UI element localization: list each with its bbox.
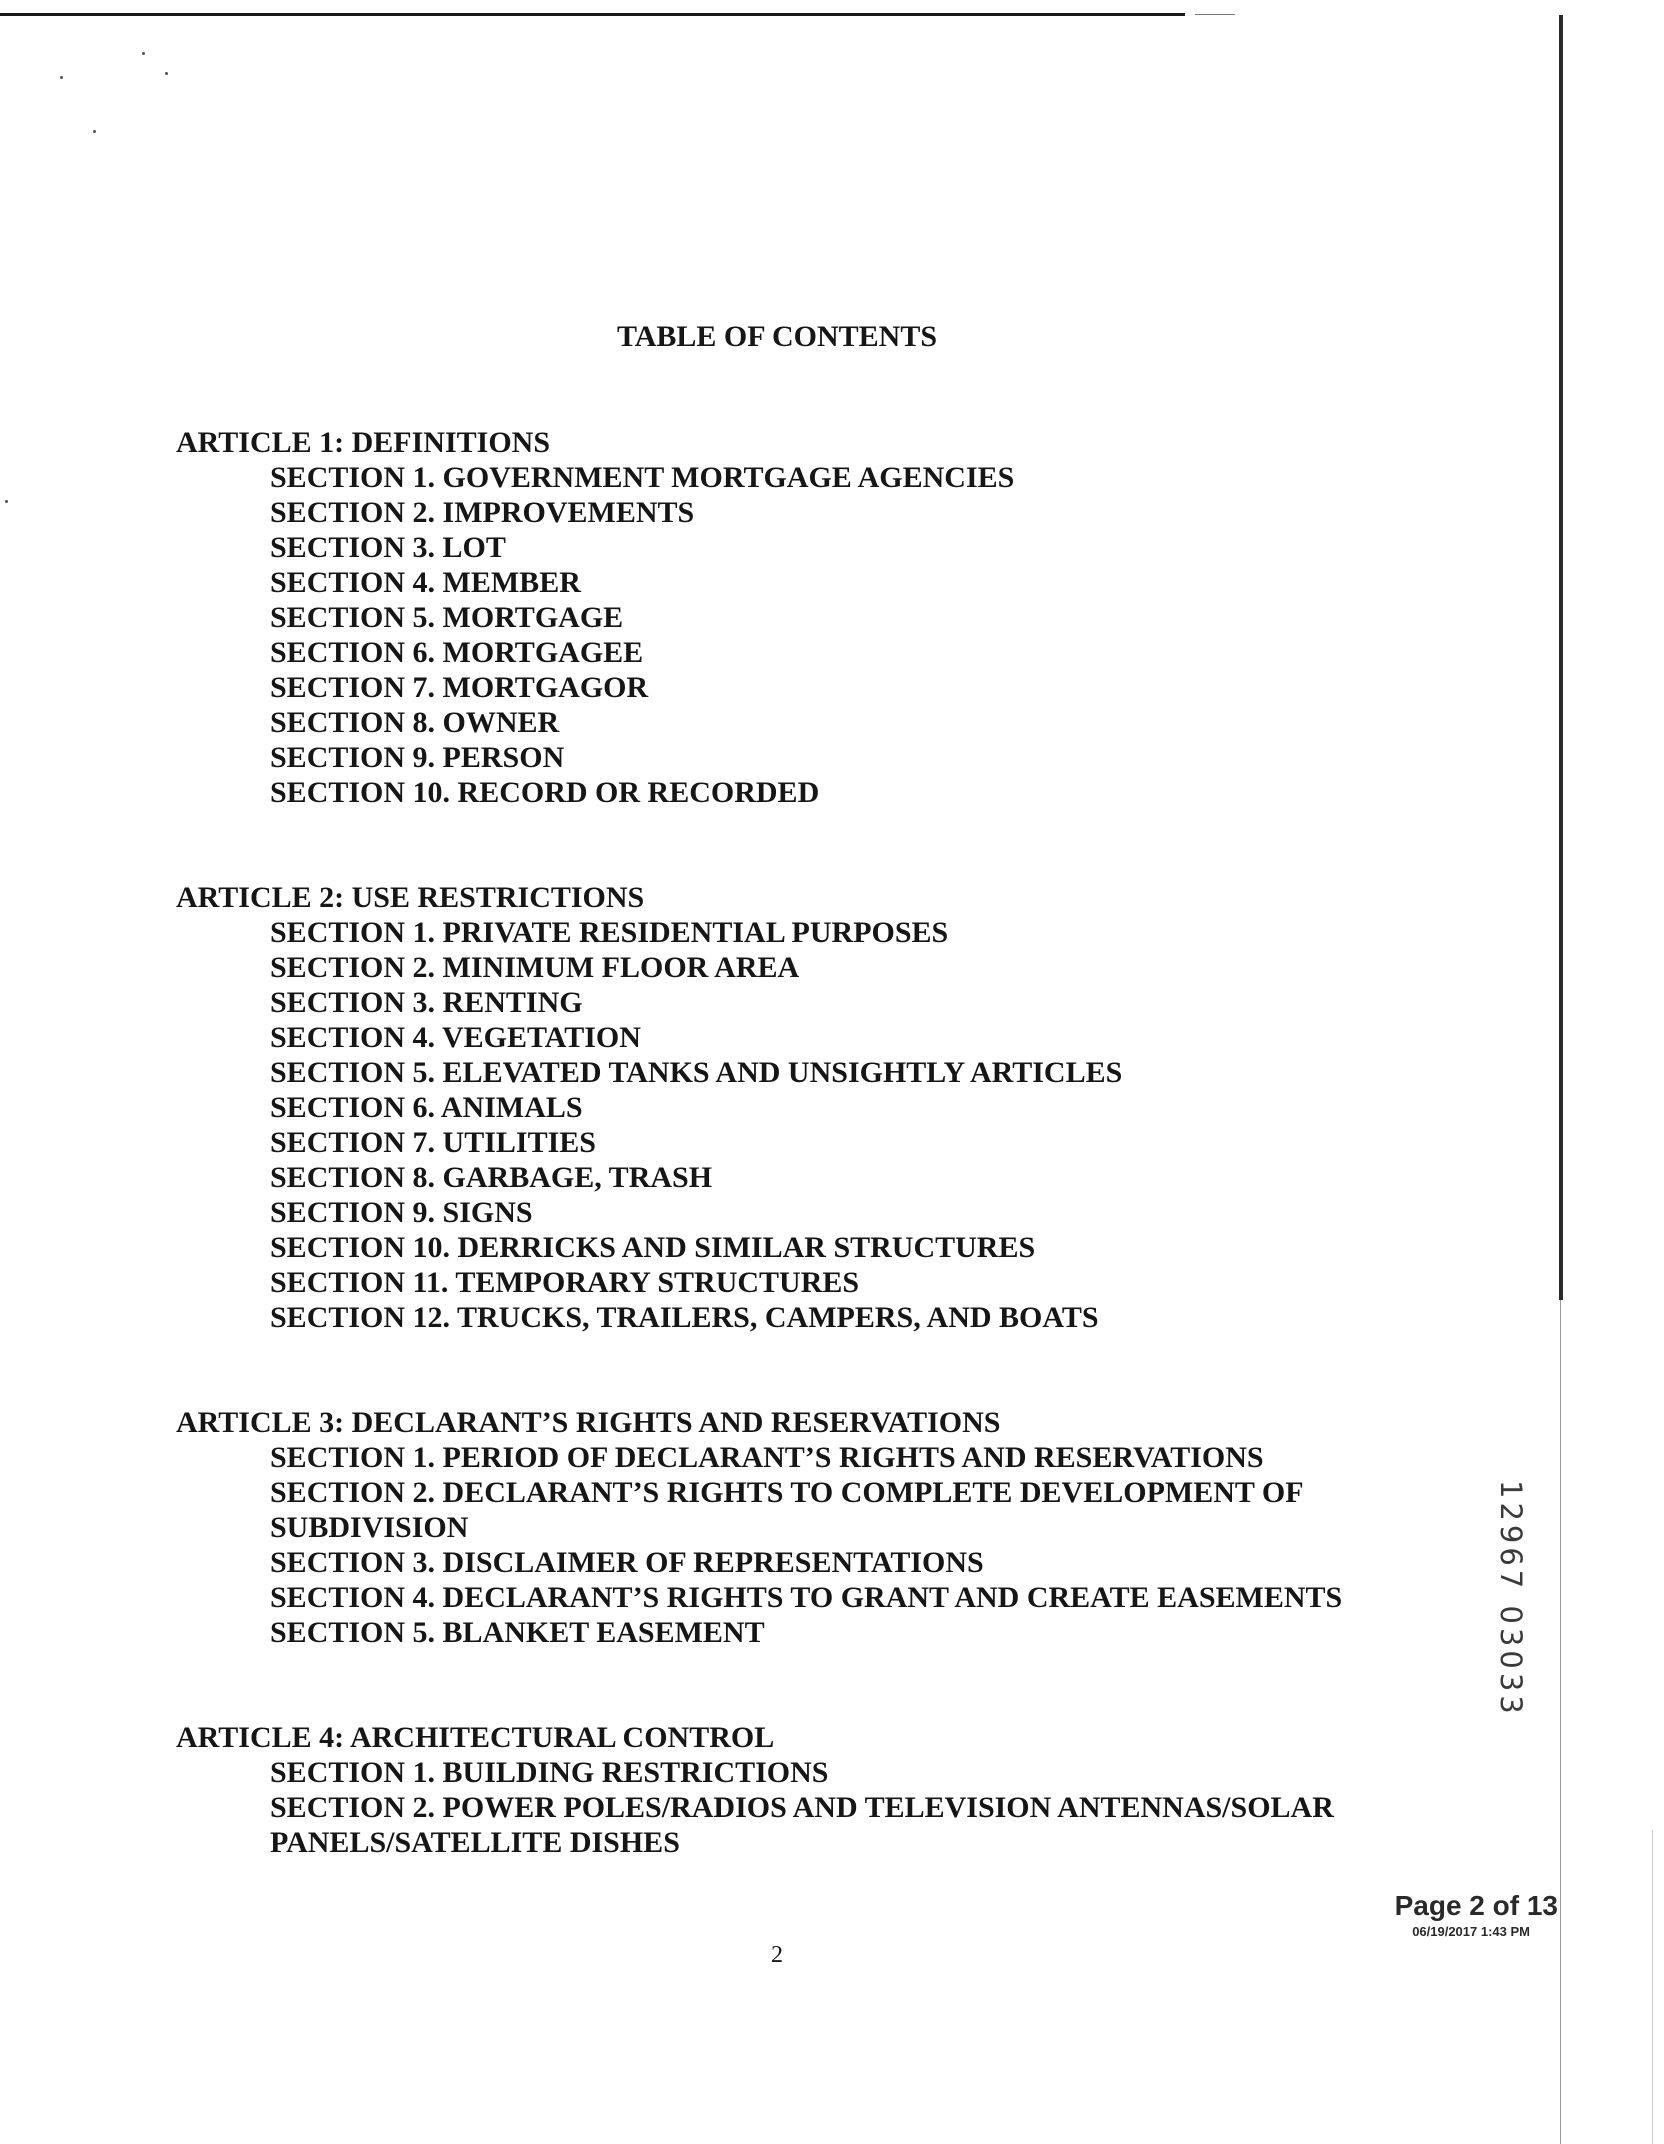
scan-speck xyxy=(165,72,168,75)
section-entry: SECTION 3. RENTING xyxy=(270,986,583,1019)
scan-speck xyxy=(60,76,63,79)
toc-article xyxy=(176,880,1406,1335)
toc-article xyxy=(176,1720,1406,1860)
article-title: ARTICLE 4: ARCHITECTURAL CONTROL xyxy=(176,1721,775,1754)
section-entry: SECTION 2. DECLARANT’S RIGHTS TO COMPLETE DEVELOPMENT OF SUBDIVISION xyxy=(270,1476,1303,1544)
record-number xyxy=(1488,1480,1538,1740)
section-entry: SECTION 9. PERSON xyxy=(270,741,565,774)
section-entry: SECTION 1. BUILDING RESTRICTIONS xyxy=(270,1756,829,1789)
record-number-text: 12967 03033 xyxy=(1494,1480,1528,1718)
scan-right-edge-thin xyxy=(1560,1300,1561,2144)
section-entry: SECTION 10. RECORD OR RECORDED xyxy=(270,776,820,809)
section-entry: SECTION 3. DISCLAIMER OF REPRESENTATIONS xyxy=(270,1546,984,1579)
section-entry: SECTION 6. ANIMALS xyxy=(270,1091,583,1124)
section-entry: SECTION 8. OWNER xyxy=(270,706,560,739)
page-stamp xyxy=(1395,1890,1558,1939)
table-of-contents xyxy=(176,425,1406,1930)
section-entry: SECTION 11. TEMPORARY STRUCTURES xyxy=(270,1266,860,1299)
page-of-total: Page 2 of 13 xyxy=(1394,1890,1558,1921)
section-entry: SECTION 10. DERRICKS AND SIMILAR STRUCTURES xyxy=(270,1231,1036,1264)
section-entry: SECTION 2. IMPROVEMENTS xyxy=(270,496,695,529)
section-entry: SECTION 8. GARBAGE, TRASH xyxy=(270,1161,713,1194)
scan-speck xyxy=(142,52,145,55)
article-title: ARTICLE 1: DEFINITIONS xyxy=(176,426,551,459)
scan-speck xyxy=(93,130,96,133)
record-timestamp: 06/19/2017 1:43 PM xyxy=(1412,1924,1530,1939)
section-entry: SECTION 12. TRUCKS, TRAILERS, CAMPERS, AND BOATS xyxy=(270,1301,1099,1334)
section-entry: SECTION 6. MORTGAGEE xyxy=(270,636,644,669)
section-entry: SECTION 5. MORTGAGE xyxy=(270,601,624,634)
section-entry: SECTION 4. VEGETATION xyxy=(270,1021,641,1054)
section-entry: SECTION 2. POWER POLES/RADIOS AND TELEVISION ANTENNAS/SOLAR PANELS/SATELLITE DISHES xyxy=(270,1791,1334,1859)
scan-far-edge xyxy=(1652,1830,1653,2144)
section-entry: SECTION 1. PERIOD OF DECLARANT’S RIGHTS AND RESERVATIONS xyxy=(270,1441,1264,1474)
toc-article xyxy=(176,425,1406,810)
scan-top-rule xyxy=(0,13,1185,16)
section-entry: SECTION 7. MORTGAGOR xyxy=(270,671,649,704)
section-entry: SECTION 4. MEMBER xyxy=(270,566,581,599)
section-entry: SECTION 3. LOT xyxy=(270,531,506,564)
section-entry: SECTION 9. SIGNS xyxy=(270,1196,533,1229)
article-title: ARTICLE 3: DECLARANT’S RIGHTS AND RESERVATIONS xyxy=(176,1406,1001,1439)
section-entry: SECTION 5. ELEVATED TANKS AND UNSIGHTLY ARTICLES xyxy=(270,1056,1123,1089)
section-entry: SECTION 4. DECLARANT’S RIGHTS TO GRANT AND CREATE EASEMENTS xyxy=(270,1581,1343,1614)
toc-title: TABLE OF CONTENTS xyxy=(616,320,938,353)
scan-top-rule-tail xyxy=(1195,14,1235,15)
toc-article xyxy=(176,1405,1406,1650)
section-entry: SECTION 1. PRIVATE RESIDENTIAL PURPOSES xyxy=(270,916,949,949)
page-number: 2 xyxy=(771,1942,783,1968)
section-entry: SECTION 2. MINIMUM FLOOR AREA xyxy=(270,951,800,984)
section-entry: SECTION 1. GOVERNMENT MORTGAGE AGENCIES xyxy=(270,461,1015,494)
section-entry: SECTION 5. BLANKET EASEMENT xyxy=(270,1616,765,1649)
scan-right-edge xyxy=(1559,15,1563,1300)
scan-speck xyxy=(5,500,8,503)
article-title: ARTICLE 2: USE RESTRICTIONS xyxy=(176,881,645,914)
section-entry: SECTION 7. UTILITIES xyxy=(270,1126,596,1159)
